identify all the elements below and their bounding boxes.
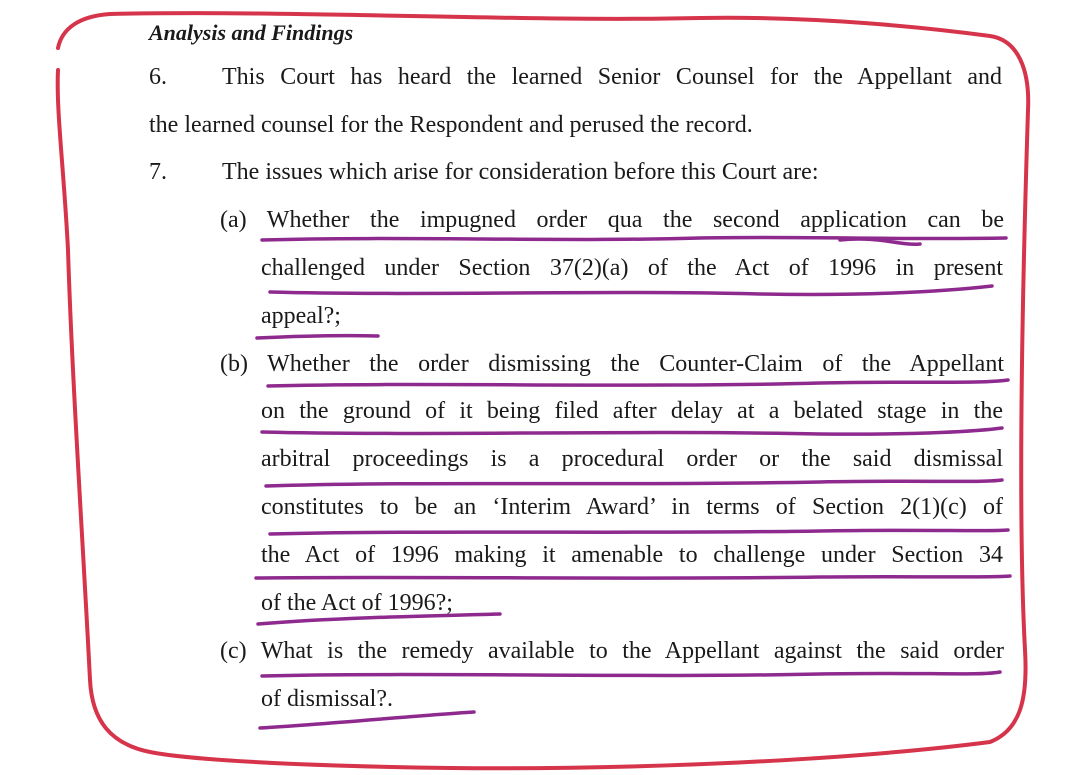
paragraph-6-line-1: This Court has heard the learned Senior Counsel for the Appellant and (222, 64, 1002, 90)
issue-b-line-2: on the ground of it being filed after delay at a belated stage in the (261, 398, 1003, 424)
underline-b3 (266, 480, 1002, 486)
paragraph-number-7: 7. (149, 159, 167, 185)
underline-c2 (260, 712, 474, 728)
issue-b-line-1: (b) Whether the order dismissing the Counter-Claim of the Appellant (220, 351, 1004, 377)
issue-a-line-3: appeal?; (261, 303, 341, 329)
issue-b-line-4: constitutes to be an ‘Interim Award’ in terms of Section 2(1)(c) of (261, 494, 1003, 520)
issue-b-line-3: arbitral proceedings is a procedural order or the said dismissal (261, 446, 1003, 472)
underline-b1 (268, 380, 1008, 386)
underline-b2 (262, 428, 1002, 434)
issue-b-line-6: of the Act of 1996?; (261, 590, 453, 616)
underline-b4 (270, 530, 1008, 534)
underline-a3 (257, 336, 378, 338)
underline-a1 (262, 237, 1006, 240)
issue-b-line-5: the Act of 1996 making it amenable to challenge under Section 34 (261, 542, 1003, 568)
section-heading: Analysis and Findings (149, 20, 354, 45)
underline-a1-stroke (840, 239, 920, 244)
paragraph-6-line-2: the learned counsel for the Respondent and perused the record. (149, 112, 753, 138)
issue-a-line-2: challenged under Section 37(2)(a) of the Act of 1996 in present (261, 255, 1003, 281)
paragraph-7-intro: The issues which arise for consideration before this Court are: (222, 159, 819, 185)
issue-c-line-2: of dismissal?. (261, 686, 393, 712)
issue-a-line-1: (a) Whether the impugned order qua the second application can be (220, 207, 1004, 233)
underline-a2 (270, 286, 992, 295)
underline-b5 (256, 576, 1010, 578)
issue-c-line-1: (c) What is the remedy available to the Appellant against the said order (220, 638, 1004, 664)
paragraph-number-6: 6. (149, 64, 167, 90)
underline-c1 (262, 672, 1000, 676)
